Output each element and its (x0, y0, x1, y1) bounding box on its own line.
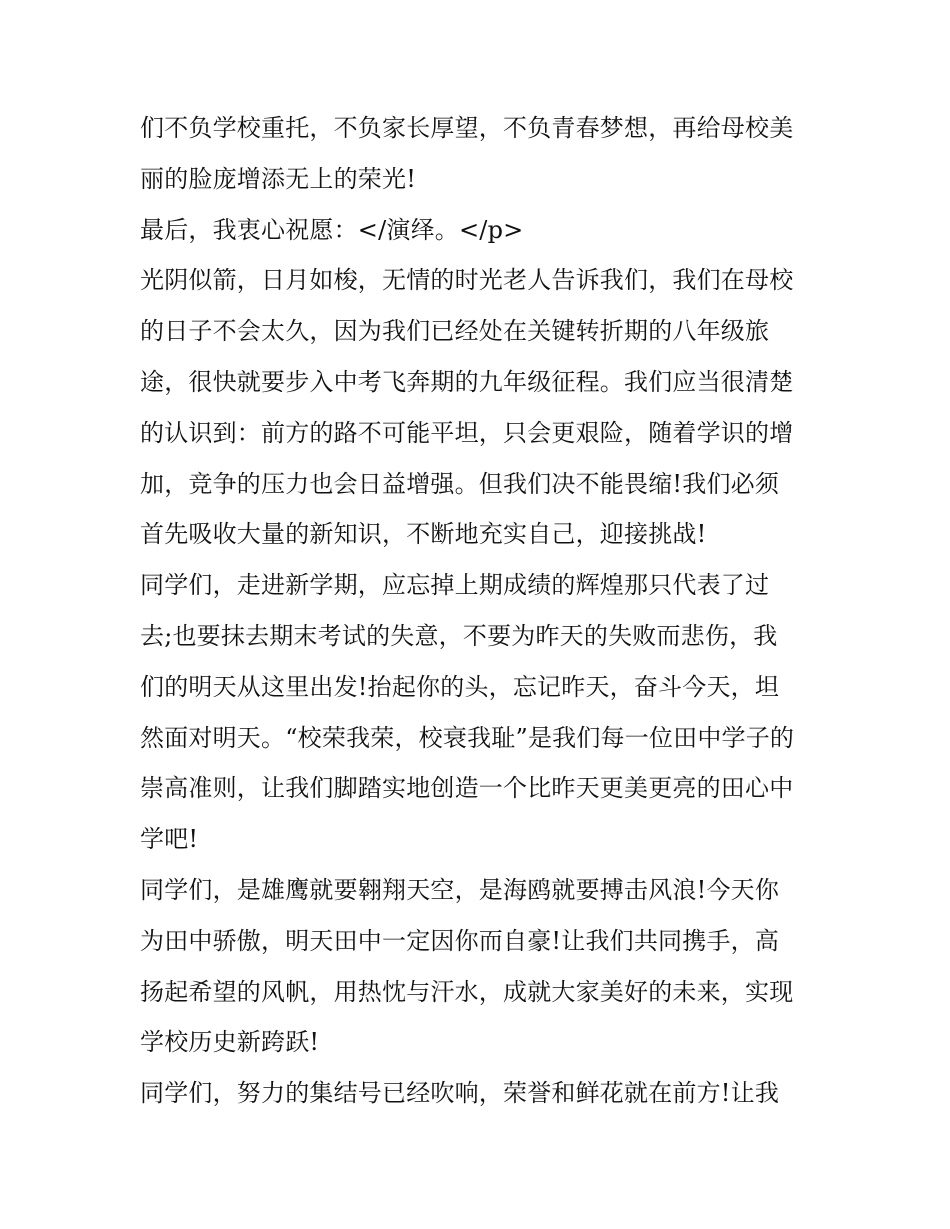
text-line: 崇高准则，让我们脚踏实地创造一个比昨天更美更亮的田心中 (140, 774, 794, 803)
text-line: 们的明天从这里出发!抬起你的头，忘记昨天，奋斗今天，坦 (140, 672, 780, 701)
text-line: 途，很快就要步入中考飞奔期的九年级征程。我们应当很清楚 (140, 367, 794, 396)
text-line: 光阴似箭，日月如梭，无情的时光老人告诉我们，我们在母校 (140, 266, 794, 295)
text-line: 的日子不会太久，因为我们已经处在关键转折期的八年级旅 (140, 317, 770, 346)
text-line: 同学们，是雄鹰就要翱翔天空，是海鸥就要搏击风浪!今天你 (140, 875, 780, 904)
text-line: 首先吸收大量的新知识，不断地充实自己，迎接挑战! (140, 520, 707, 549)
text-line: 们不负学校重托，不负家长厚望，不负青春梦想，再给母校美 (140, 114, 794, 142)
text-line: 加，竞争的压力也会日益增强。但我们决不能畏缩!我们必须 (140, 469, 780, 498)
text-line: 同学们，走进新学期，应忘掉上期成绩的辉煌那只代表了过 (140, 571, 770, 600)
document-body (140, 103, 820, 1119)
text-line: 最后，我衷心祝愿：</演绎。</p> (140, 215, 524, 244)
text-line: 为田中骄傲，明天田中一定因你而自豪!让我们共同携手，高 (140, 926, 780, 955)
text-line: 同学们，努力的集结号已经吹响，荣誉和鲜花就在前方!让我 (140, 1079, 780, 1108)
text-line: 去;也要抹去期末考试的失意，不要为昨天的失败而悲伤，我 (140, 621, 778, 650)
text-line: 学校历史新跨跃! (140, 1028, 320, 1057)
text-line: 的认识到：前方的路不可能平坦，只会更艰险，随着学识的增 (140, 418, 794, 447)
text-line: 然面对明天。“校荣我荣，校衰我耻”是我们每一位田中学子的 (140, 723, 795, 752)
text-line: 丽的脸庞增添无上的荣光! (140, 164, 417, 193)
text-line: 学吧! (140, 825, 199, 854)
text-line: 扬起希望的风帆，用热忱与汗水，成就大家美好的未来，实现 (140, 977, 794, 1006)
